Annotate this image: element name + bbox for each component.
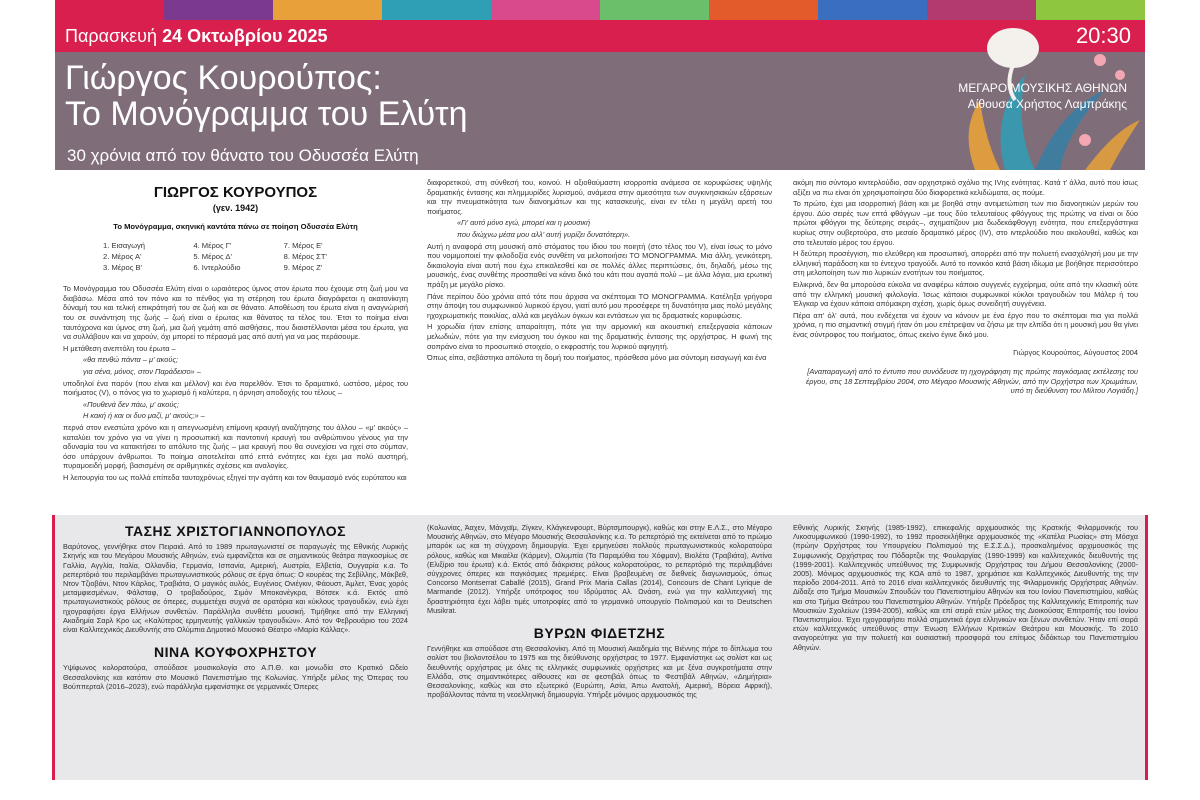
stripe-segment (818, 0, 927, 20)
stripe-segment (600, 0, 709, 20)
performer-bio: Υψίφωνος κολορατούρα, σπούδασε μουσικολογία στο Α.Π.Θ. και μονωδία στο Κρατικό Ωδείο Θεσσαλονίκης και κατόπιν στο Μουσικό Πανεπιστήμιο της Κολωνίας. Υπήρξε μέλος της Όπερας του Βούππερταλ (2016–2023), ενώ παράλληλα εμφανίστηκε σε γερμανικές Όπερες (63, 663, 408, 691)
bio-column-2 (427, 523, 772, 773)
performer-name: ΤΑΣΗΣ ΧΡΙΣΤΟΓΙΑΝΝΟΠΟΥΛΟΣ (124, 523, 347, 539)
bios-right-rule (1145, 515, 1148, 780)
stripe-segment (709, 0, 818, 20)
paragraph: Όπως είπα, σεβάστηκα απόλυτα τη δομή του ποιήματος, πρόσθεσα μόνο μια σύντομη εισαγωγή και ένα (427, 353, 767, 363)
paragraph: Πέρα απ' όλ' αυτά, που ενδέχεται να έχουν να κάνουν με ένα έργο που το σκέπτομαι πια για πολλά χρόνια, η πιο σημαντική στιγμή ήταν ότι μου επέτρεψαν να ζήσω με την ελπίδα ότι η μουσική μου θα γίνει ένας σύντροφος του ποιήματος, όπως εκείνο έγινε δικό μου. (793, 310, 1138, 339)
paragraph: ακόμη πιο σύντομο κιντερλούδιο, σαν ορχηστρικό σχόλιο της IVης ενότητας. Κατά τ' άλλα, αυτό που ίσως αξίζει να πω είναι ότι χρησιμοποίησα δύο διαφορετικά κελιδώματα, ας πούμε. (793, 178, 1138, 197)
performer-name: ΝΙΝΑ ΚΟΥΦΟΧΡΗΣΤΟΥ (153, 644, 318, 661)
stripe-segment (1036, 0, 1145, 20)
paragraph: Το Μονόγραμμα του Οδυσσέα Ελύτη είναι ο ωραιότερος ύμνος στον έρωτα που έχουμε στη ζωή μου να διαβάσω. Μέσα από τον πόνο και το πένθος για τη στέρηση του έρωτα διαγράφεται η ακατανίκητη δύναμή του και τελική επικράτησή του σε ζωή και σε θάνατο. Αποθέωση του έρωτα είναι η αναγνώρισή του σε συνάντηση της ζωής – ζωή είναι ο έρωτας και θάνατος τα τέλος του. Έτσι το ποίημα είναι ταυτόχρονα και ύμνος στη ζωή, μια ζωή γεμάτη από αισθήσεις, που διαιστέλλονται μέσα του έρωτα, για να συλλάβουν και να χαρούν, όχι μπορεί το πέρασμά μας από αυτή για να μας περάσουμε. (63, 284, 408, 342)
stripe-segment (491, 0, 600, 20)
movement-item: 7. Μέρος Ε' (283, 241, 323, 251)
color-stripe (55, 0, 1145, 20)
movement-item: 8. Μέρος ΣΤ' (283, 252, 327, 262)
movement-item: 9. Μέρος Ζ' (283, 263, 323, 273)
movement-item: 1. Εισαγωγή (103, 241, 146, 251)
venue-hall: Αίθουσα Χρήστος Λαμπράκης (967, 97, 1127, 111)
paragraph: Ειλικρινά, δεν θα μπορούσα εύκολα να αναφέρω κάποιο συγγενές εγχείρημα, ούτε από την κλασική ούτε από την ελληνική μουσική φιλολογία. Ίσως κάποιοι συμφωνικοί κύκλοι τραγουδιών του Μάλερ ή του Έλγκαρ να έχουν κάποια απόμακρη σχέση, χωρίς όμως συνειδητή συγγένεια. (793, 279, 1138, 309)
stripe-segment (927, 0, 1036, 20)
performer-name: ΒΥΡΩΝ ΦΙΔΕΤΖΗΣ (533, 625, 666, 642)
concert-title (65, 60, 468, 132)
stripe-segment (273, 0, 382, 20)
composer-years: (γεν. 1942) (212, 203, 259, 213)
date-bar (55, 20, 995, 52)
title-line-2: Το Μονόγραμμα του Ελύτη (65, 95, 468, 133)
stripe-segment (164, 0, 273, 20)
quote-line: «Γι' αυτό μόνο εγώ, μπορεί και η μουσική (457, 218, 591, 228)
movement-item: 4. Μέρος Γ' (193, 241, 232, 251)
paragraph: Πάνε περίπου δύο χρόνια από τότε που άρχισα να σκέπτομαι ΤΟ ΜΟΝΟΓΡΑΜΜΑ. Κατέληξα γρήγορα στην άποψη του συμφωνικού λυρικού έργου, γιατί αυτό μου προσέφερε τη δυνατότητα μιας πολύ μεγάλης ηχοχρωματικής ποικιλίας, αλλά και μεγάλων όγκων και εντάσεων για τις δραματικές κορυφώσεις. (427, 291, 772, 320)
performer-bio: (Κολωνίας, Άαχεν, Μάνχαϊμ, Ζίγκεν, Κλάγκενφουρτ, Βύρτσμπουργκ), καθώς και στην Ε.Λ.Σ., στο Μέγαρο Μουσικής Αθηνών, στο Μέγαρο Μουσικής Θεσσαλονίκης κ.α. Το ρεπερτόριό της εκτείνεται από το πρώιμο μπαρόκ ως και τη σύγχρονη δημιουργία. Έχει ερμηνεύσει πολλούς πρωταγωνιστικούς κολορατούρα ρόλους, καθώς και Μικαέλα (Κάρμεν), Ολυμπία (Τα Παραμύθια του Χόφμαν), Βιολέτα (Τραβιάτα), Αντίνα (Ελιξίριο του έρωτα) κ.ά. Εκτός από διάκρισεις ρόλους κολορατούρας, το ρεπερτόριό της περιλαμβάνει σύγχρονες όπερες και παγκόσμιες πρεμιέρες. Είναι βραβευμένη σε διεθνείς διαγωνισμούς, όπως Concorso Montserrat Caballé (2015), Grand Prix Maria Callas (2014), Concours de Chant Lyrique de Marmande (2012). Υπήρξε υπότροφος του Ιδρύματος Αλ. Ωνάση, ενώ για την καλλιτεχνική της δραστηριότητα έχει λάβει τιμές υποτροφίες από το γερμανικό υπουργείο Πολιτισμού και το Deutschen Musikrat. (427, 523, 772, 615)
venue-name: ΜΕΓΑΡΟ ΜΟΥΣΙΚΗΣ ΑΘΗΝΩΝ (958, 81, 1127, 95)
movement-item: 5. Μέρος Δ' (193, 252, 232, 262)
article-column-1 (63, 178, 408, 508)
concert-date: 24 Οκτωβρίου 2025 (162, 26, 328, 46)
quote-line: για σένα, μόνος, στον Παράδεισο» – (83, 366, 201, 376)
quote-line: που διώχνω μέσα μου αλλ' αυτή γυρίζει δυνατότερη». (457, 229, 631, 239)
program-note (55, 170, 1145, 510)
author-signature: Γιώργος Κουρούπος, Αύγουστος 2004 (1013, 347, 1138, 357)
title-line-1: Γιώργος Κουρούπος: (65, 59, 382, 97)
concert-header (55, 20, 1145, 170)
composer-name: ΓΙΩΡΓΟΣ ΚΟΥΡΟΥΠΟΣ (153, 184, 318, 201)
quote-line: «Πουθενά δεν πάω, μ' ακούς; (83, 399, 180, 409)
paragraph: Η χορωδία ήταν επίσης απαραίτητη, πότε για την αρμονική και ακουστική επεξεργασία κάποιων μελωδιών, πότε για την ενίσχυση του όγκου και της δραματικής έντασης της ορχήστρας. Η φωνή της σοπράνο είναι το προσωπικό στοιχείο, ο εκφραστής του λυρικού αφηγητή. (427, 322, 772, 351)
stripe-segment (55, 0, 164, 20)
paragraph: Το πρώτο, έχει μια ισορροπική βάση και με βοηθά στην αντιμετώπιση των πιο διανοητικών μερών του έργου. Δύο σειρές των επτά φθόγγων –με τους δύο τελευταίους φθόγγους της πρώτης να είναι οι δύο πρώτοι φθόγγοι της δεύτερης σειράς–, σχηματίζουν μια δωδεκάφθογγη ενότητα, που επεξεργάστηκα κυρίως στην ουβερτούρα, στο μεσαίο δραματικό μέρος (IV), στο ιντερλούδιο που ακολουθεί, καθώς και στο τελευταίο μέρος του έργου. (793, 199, 1138, 247)
venue (958, 80, 1127, 112)
performer-bio: Γεννήθηκε και σπούδασε στη Θεσσαλονίκη. Από τη Μουσική Ακαδημία της Βιέννης πήρε το δίπλωμα του σολίστ του βιολοντσέλου το 1975 και της διεύθυνσης ορχήστρας το 1977. Εμφανίστηκε ως σολίστ και ως διευθυντής ορχήστρας με όλες τις ελληνικές συμφωνικές ορχήστρες και με ξένα συγκροτήματα στην Ελλάδα, στις σημαντικότερες αίθουσες και σε φεστιβάλ όπως το Φεστιβάλ Αθηνών, «Δημήτρια» Θεσσαλονίκης, καθώς και στο εξωτερικό (Ευρώπη, Ασία, Άπω Ανατολή, Αμερική, Βόρεια Αφρική), προβάλλοντας πάντα τη νεοελληνική δημιουργία. Υπήρξε μόνιμος αρχιμουσικός της (427, 644, 772, 700)
paragraph: Η λειτουργία του ως πολλά επίπεδα ταυτοχρόνως εξηγεί την αγάπη και τον θαυμασμό ενός ευρύτατου και (63, 472, 407, 482)
weekday: Παρασκευή (65, 26, 158, 46)
reproduction-note: [Αναπαραγωγή από το έντυπο που συνόδευσε τη ηχογράφηση της πρώτης παγκόσμιας εκτέλεσης του έργου, στις 18 Σεπτεμβρίου 2004, στο Μέγαρο Μουσικής Αθηνών, από την Ορχήστρα των Χρωμάτων, υπό τη διεύθυνση του Μίλτου Λογιάδη.] (806, 367, 1138, 396)
article-column-2 (427, 178, 772, 508)
movement-item: 2. Μέρος Α' (103, 252, 142, 262)
paragraph: Η μετάθεση ανεπτόλη του έρωτα – (63, 343, 176, 353)
bio-column-3 (793, 523, 1138, 773)
concert-time: 20:30 (995, 20, 1145, 52)
movement-item: 3. Μέρος Β' (103, 263, 142, 273)
bio-column-1 (63, 523, 408, 773)
article-column-3 (793, 178, 1138, 508)
paragraph: διαφορετικού, στη σύνθεσή του, κοινού. Η αξιοθαύμαστη ισορροπία ανάμεσα σε κορυφώσεις υψηλής δραματικής έντασης και πλημμυρίδες λυρισμού, ανάμεσα στην αμεσότητα των συγκινησιακών εξάρσεων και την πνευματικότητα των διανοημάτων και της κατασκευής, είναι εν τέλει η μεγάλη αρετή του ποιήματος. (427, 178, 772, 216)
performer-bio: Εθνικής Λυρικής Σκηνής (1985-1992), επικεφαλής αρχιμουσικός της Κρατικής Φιλαρμονικής του Λικοσυμφωνικού (1990-1992), το 1992 προσεκλήθηκε αρχιμουσικός της «Κατέλα Ρωσίας» στη Μόσχα (πρώην Ορχήστρας του Υπουργείου Πολιτισμού της Ε.Σ.Σ.Δ.), προσκαλημένος αρχιμουσικός της Συμφωνικής Ορχήστρας του Πόδαρτζικ της Φουλαργίας (1990-1999) και καλλιτεχνικός διευθυντής της (1999-2001). Καλλιτεχνικός υπεύθυνος της Συμφωνικής Ορχήστρας του Δήμου Θεσσαλονίκης (2000-2005). Μόνιμος αρχιμουσικός της ΚΟΑ από το 1987, χρημάτισε και Καλλιτεχνικός Διευθυντής της την περίοδο 2004-2011. Από το 2016 είναι καλλιτεχνικός διευθυντής της Φιλαρμονικής Ορχήστρας Αθηνών. Δίδαξε στο Τμήμα Μουσικών Σπουδών του Πανεπιστημίου Αθηνών και του Ιονίου Πανεπιστημίου, καθώς και στο Τμήμα Θεάτρου του Πανεπιστημίου Αθηνών. Υπήρξε Πρόεδρος της Καλλιτεχνικής Επιτροπής των Μουσικών Σχολείων (1994-2005), καθώς και επί σειρά ετών μέλος της Διοικούσας Επιτροπής του Ιονίου Πανεπιστημίου. Έχει ηχογραφήσει πολλά σημαντικά έργα ελληνικών και ξένων συνθετών. Ήταν επί σειρά ετών καλλιτεχνικός υπεύθυνος στην Ένωση Ελλήνων Κριτικών Θεάτρου και Μουσικής. Το 2010 αναγορεύτηκε για την πολυετή και ουσιαστική προσφορά του επίτιμος διδάκτωρ του Πανεπιστημίου Αθηνών. (793, 523, 1138, 652)
paragraph: περνά στον ενεστώτα χρόνο και η απεγνωσμένη επίμονη κραυγή αναζήτησης του άλλου – «μ' ακούς» – καταλύει τον χρόνο για να γίνει η προσωπική και παντοτινή κραυγή του ανθρώπινου γένους για την αδυναμία του να κατακτήσει το απόλυτο της ζωής – μια κραυγή που θα συνεχίσει να ηχεί στο σύμπαν, όσο υπάρχουν άνθρωποι. Το ποίημα αποτελείται από επτά ενότητες και έχει μια πολύ αυστηρή, πυραμοειδή μορφή, βασισμένη σε αριθμητικές σχέσεις και αναλογίες. (63, 422, 408, 471)
performer-bio: Βαρύτονος, γεννήθηκε στον Πειραιά. Από το 1989 πρωταγωνιστεί σε παραγωγές της Εθνικής Λυρικής Σκηνής και του Μεγάρου Μουσικής Αθηνών, ενώ εμφανίζεται και σε σημαντικούς θεάτρα παγκοσμίως σε Γαλλία, Αγγλία, Ιταλία, Ολλανδία, Γερμανία, Ισπανία, Αμερική, Αυστρία, Ελβετία, Ουγγαρία κ.α. Το ρεπερτόριό του περιλαμβάνει πρωταγωνιστικούς ρόλους σε έργα όπως: Ο κουρέας της Σεβίλλης, Μάκβεθ, Ντον Τζιοβάνι, Ντον Κάρλος, Τραβιάτα, Ο μαγικός αυλός, Ευγένιος Ονιέγκιν, Φάουστ, Άμλετ, Ένας χορός μεταμφιεσμένων, Φάλσταφ, Ο τροβαδούρος, Σιμόν Μποκανέγκρα, Βότσεκ κ.ά. Εκτός από πρωταγωνιστικούς ρόλους σε όπερες, συμμετέχει συχνά σε ορατόρια και κύκλους τραγουδιών, ενώ έχει ηχογραφήσει έργα Ελλήνων συνθετών. Παράλληλα συνθέτει μουσική. Τιμήθηκε από την Ελληνική Ακαδημία Σαρλ Κρο ως «Καλύτερος ερμηνευτής γαλλικών τραγουδιών». Από τον Φεβρουάριο του 2024 είναι Καλλιτεχνικός Διευθυντής στο Ολύμπια Δημοτικό Μουσικό Θέατρο «Μαρία Κάλλας». (63, 542, 408, 635)
movement-item: 6. Ιντερλούδιο (193, 263, 241, 273)
paragraph: υποδηλοί ένα παρόν (που είναι και μέλλον) και ένα παρελθόν. Έτσι το δραματικό, ωστόσο, μέρος του ποιήματος (V), ο πόνος για το χωρισμό ή καλύτερα, η άρνηση αποδοχής του τέλους – (63, 378, 408, 398)
paragraph: Αυτή η αναφορά στη μουσική από στόματος του ίδιου του ποιητή (στο τέλος του V), είναι ίσως το μόνο που νομιμοποιεί την φιλοδοξία ενός συνθέτη να μελοποιήσει ΤΟ ΜΟΝΟΓΡΑΜΜΑ. Μια άλλη, γενικότερη, δικαιολογία είναι αυτή που έχω επικαλεσθεί και σε πολλές άλλες περιπτώσεις, ότι, δηλαδή, μέσω της μουσικής, ένας συνθέτης προσπαθεί να κάνει δικό του κάτι που αγαπά πολύ – με άλλα λόγια, μια ερωτική πράξη με μεγάλο ρίσκο. (427, 241, 772, 289)
work-title: Το Μονόγραμμα, σκηνική καντάτα πάνω σε ποίηση Οδυσσέα Ελύτη (113, 221, 358, 231)
stripe-segment (382, 0, 491, 20)
movement-list (103, 241, 368, 272)
concert-subtitle: 30 χρόνια από τον θάνατο του Οδυσσέα Ελύτη (67, 146, 419, 165)
quote-line: Η κακή ή και οι δυο μαζί, μ' ακούς;» – (83, 411, 205, 421)
paragraph: Η δεύτερη προσέγγιση, πιο ελεύθερη και προσωπική, απορρέει από την πολυετή ενασχόλησή μου με την ελληνική παράδοση και το έντεχνο τραγούδι. Αυτό το ιτονικόο κατά βάση ιδίωμα με βοήθησε περισσότερο στη μελοποίηση των πιο λυρικών ενοτήτων του ποιήματος. (793, 249, 1138, 278)
quote-line: «θα πενθώ πάντα – μ' ακούς; (83, 355, 179, 365)
performer-bios (55, 515, 1145, 780)
